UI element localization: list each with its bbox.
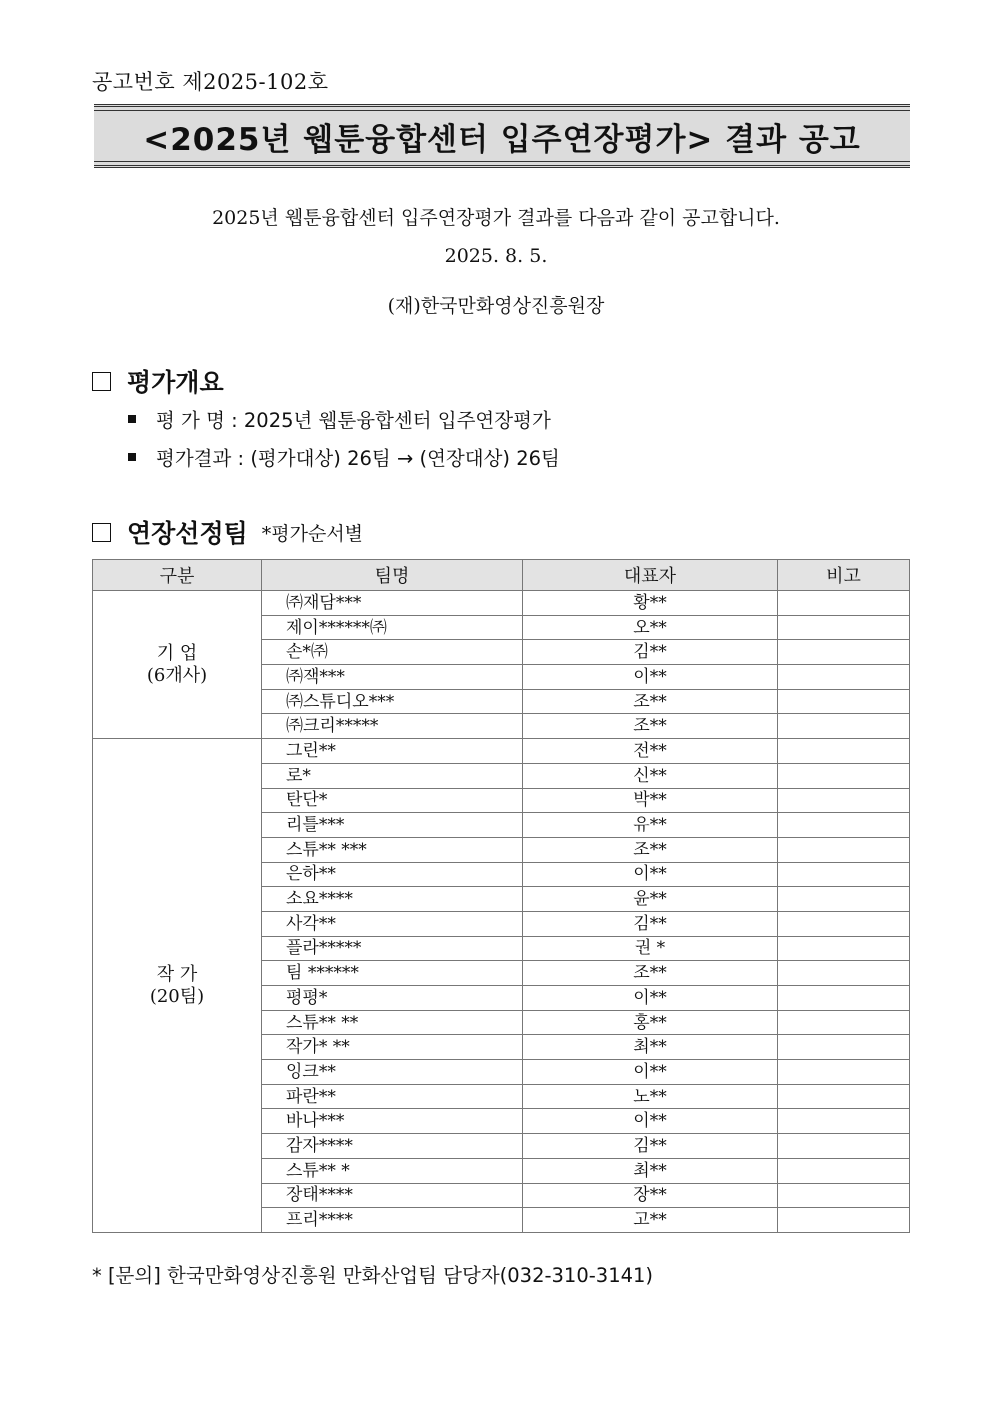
representative-cell: 박** [523, 788, 778, 813]
team-name-cell: 스튜** ** [262, 1010, 523, 1035]
table-header-row [93, 560, 910, 591]
section-evaluation-overview [92, 363, 224, 399]
intro-text: 2025년 웹툰융합센터 입주연장평가 결과를 다음과 같이 공고합니다. [212, 207, 780, 229]
remark-cell [778, 1208, 910, 1233]
representative-cell: 이** [523, 1060, 778, 1085]
remark-cell [778, 1084, 910, 1109]
representative-cell: 조** [523, 689, 778, 714]
section-heading: 연장선정팀 [127, 519, 248, 548]
representative-cell: 권 * [523, 936, 778, 961]
team-name-cell: 장태**** [262, 1183, 523, 1208]
representative-cell: 황** [523, 591, 778, 616]
remark-cell [778, 714, 910, 739]
team-name-cell: ㈜재담*** [262, 591, 523, 616]
remark-cell [778, 763, 910, 788]
remark-cell [778, 936, 910, 961]
column-header: 팀명 [262, 560, 523, 591]
representative-cell: 이** [523, 986, 778, 1011]
representative-cell: 김** [523, 911, 778, 936]
column-header: 구분 [93, 560, 262, 591]
team-name-cell: 스튜** * [262, 1158, 523, 1183]
team-name-cell: ㈜잭*** [262, 665, 523, 690]
overview-item: 평가결과 : (평가대상) 26팀 → (연장대상) 26팀 [128, 443, 560, 471]
team-name-cell: 리틀*** [262, 813, 523, 838]
overview-item: 평 가 명 : 2025년 웹툰융합센터 입주연장평가 [128, 405, 551, 433]
representative-cell: 오** [523, 615, 778, 640]
remark-cell [778, 591, 910, 616]
page-title: <2025년 웹툰융합센터 입주연장평가> 결과 공고 [143, 121, 861, 158]
table-row [93, 739, 910, 764]
remark-cell [778, 1109, 910, 1134]
group-count: (6개사) [146, 664, 208, 686]
group-label: 기 업 [156, 642, 198, 664]
team-name-cell: 스튜** *** [262, 837, 523, 862]
team-name-cell: 손*㈜ [262, 640, 523, 665]
representative-cell: 장** [523, 1183, 778, 1208]
issuer-name: (재)한국만화영상진흥원장 [387, 295, 605, 317]
representative-cell: 신** [523, 763, 778, 788]
section-note: *평가순서별 [261, 522, 364, 545]
representative-cell: 조** [523, 961, 778, 986]
representative-cell: 김** [523, 640, 778, 665]
team-name-cell: ㈜스튜디오*** [262, 689, 523, 714]
team-name-cell: 탄단* [262, 788, 523, 813]
team-name-cell: 로* [262, 763, 523, 788]
team-name-cell: 제이******㈜ [262, 615, 523, 640]
contact-footer: * [문의] 한국만화영상진흥원 만화산업팀 담당자(032-310-3141) [92, 1264, 654, 1287]
representative-cell: 조** [523, 837, 778, 862]
remark-cell [778, 1035, 910, 1060]
checkbox-square-icon [92, 372, 111, 391]
representative-cell: 이** [523, 665, 778, 690]
checkbox-square-icon [92, 523, 111, 542]
team-name-cell: ㈜크리***** [262, 714, 523, 739]
team-name-cell: 사각** [262, 911, 523, 936]
remark-cell [778, 615, 910, 640]
remark-cell [778, 887, 910, 912]
team-name-cell: 감자**** [262, 1134, 523, 1159]
remark-cell [778, 837, 910, 862]
remark-cell [778, 665, 910, 690]
representative-cell: 전** [523, 739, 778, 764]
section-extension-teams [92, 514, 363, 550]
table-row [93, 591, 910, 616]
group-label: 작 가 [156, 963, 198, 985]
representative-cell: 최** [523, 1035, 778, 1060]
group-count: (20팀) [149, 985, 205, 1007]
representative-cell: 노** [523, 1084, 778, 1109]
representative-cell: 이** [523, 1109, 778, 1134]
remark-cell [778, 961, 910, 986]
remark-cell [778, 1010, 910, 1035]
square-bullet-icon [128, 453, 136, 461]
representative-cell: 홍** [523, 1010, 778, 1035]
representative-cell: 김** [523, 1134, 778, 1159]
column-header: 대표자 [523, 560, 778, 591]
team-name-cell: 작가* ** [262, 1035, 523, 1060]
remark-cell [778, 862, 910, 887]
remark-cell [778, 813, 910, 838]
remark-cell [778, 739, 910, 764]
remark-cell [778, 640, 910, 665]
remark-cell [778, 1183, 910, 1208]
remark-cell [778, 1134, 910, 1159]
team-name-cell: 프리**** [262, 1208, 523, 1233]
representative-cell: 윤** [523, 887, 778, 912]
remark-cell [778, 689, 910, 714]
team-name-cell: 잉크** [262, 1060, 523, 1085]
section-heading: 평가개요 [127, 368, 224, 397]
remark-cell [778, 788, 910, 813]
announcement-date: 2025. 8. 5. [444, 245, 548, 267]
column-header: 비고 [778, 560, 910, 591]
team-name-cell: 팀 ****** [262, 961, 523, 986]
group-cell [93, 591, 262, 739]
remark-cell [778, 911, 910, 936]
representative-cell: 최** [523, 1158, 778, 1183]
title-banner [94, 104, 910, 168]
representative-cell: 고** [523, 1208, 778, 1233]
team-name-cell: 파란** [262, 1084, 523, 1109]
remark-cell [778, 986, 910, 1011]
representative-cell: 조** [523, 714, 778, 739]
team-name-cell: 바나*** [262, 1109, 523, 1134]
remark-cell [778, 1060, 910, 1085]
team-name-cell: 소요**** [262, 887, 523, 912]
team-name-cell: 평평* [262, 986, 523, 1011]
square-bullet-icon [128, 415, 136, 423]
group-cell [93, 739, 262, 1233]
representative-cell: 유** [523, 813, 778, 838]
remark-cell [778, 1158, 910, 1183]
representative-cell: 이** [523, 862, 778, 887]
extension-teams-table [92, 559, 910, 1233]
announcement-number: 공고번호 제2025-102호 [92, 70, 329, 94]
team-name-cell: 은하** [262, 862, 523, 887]
team-name-cell: 플라***** [262, 936, 523, 961]
team-name-cell: 그린** [262, 739, 523, 764]
